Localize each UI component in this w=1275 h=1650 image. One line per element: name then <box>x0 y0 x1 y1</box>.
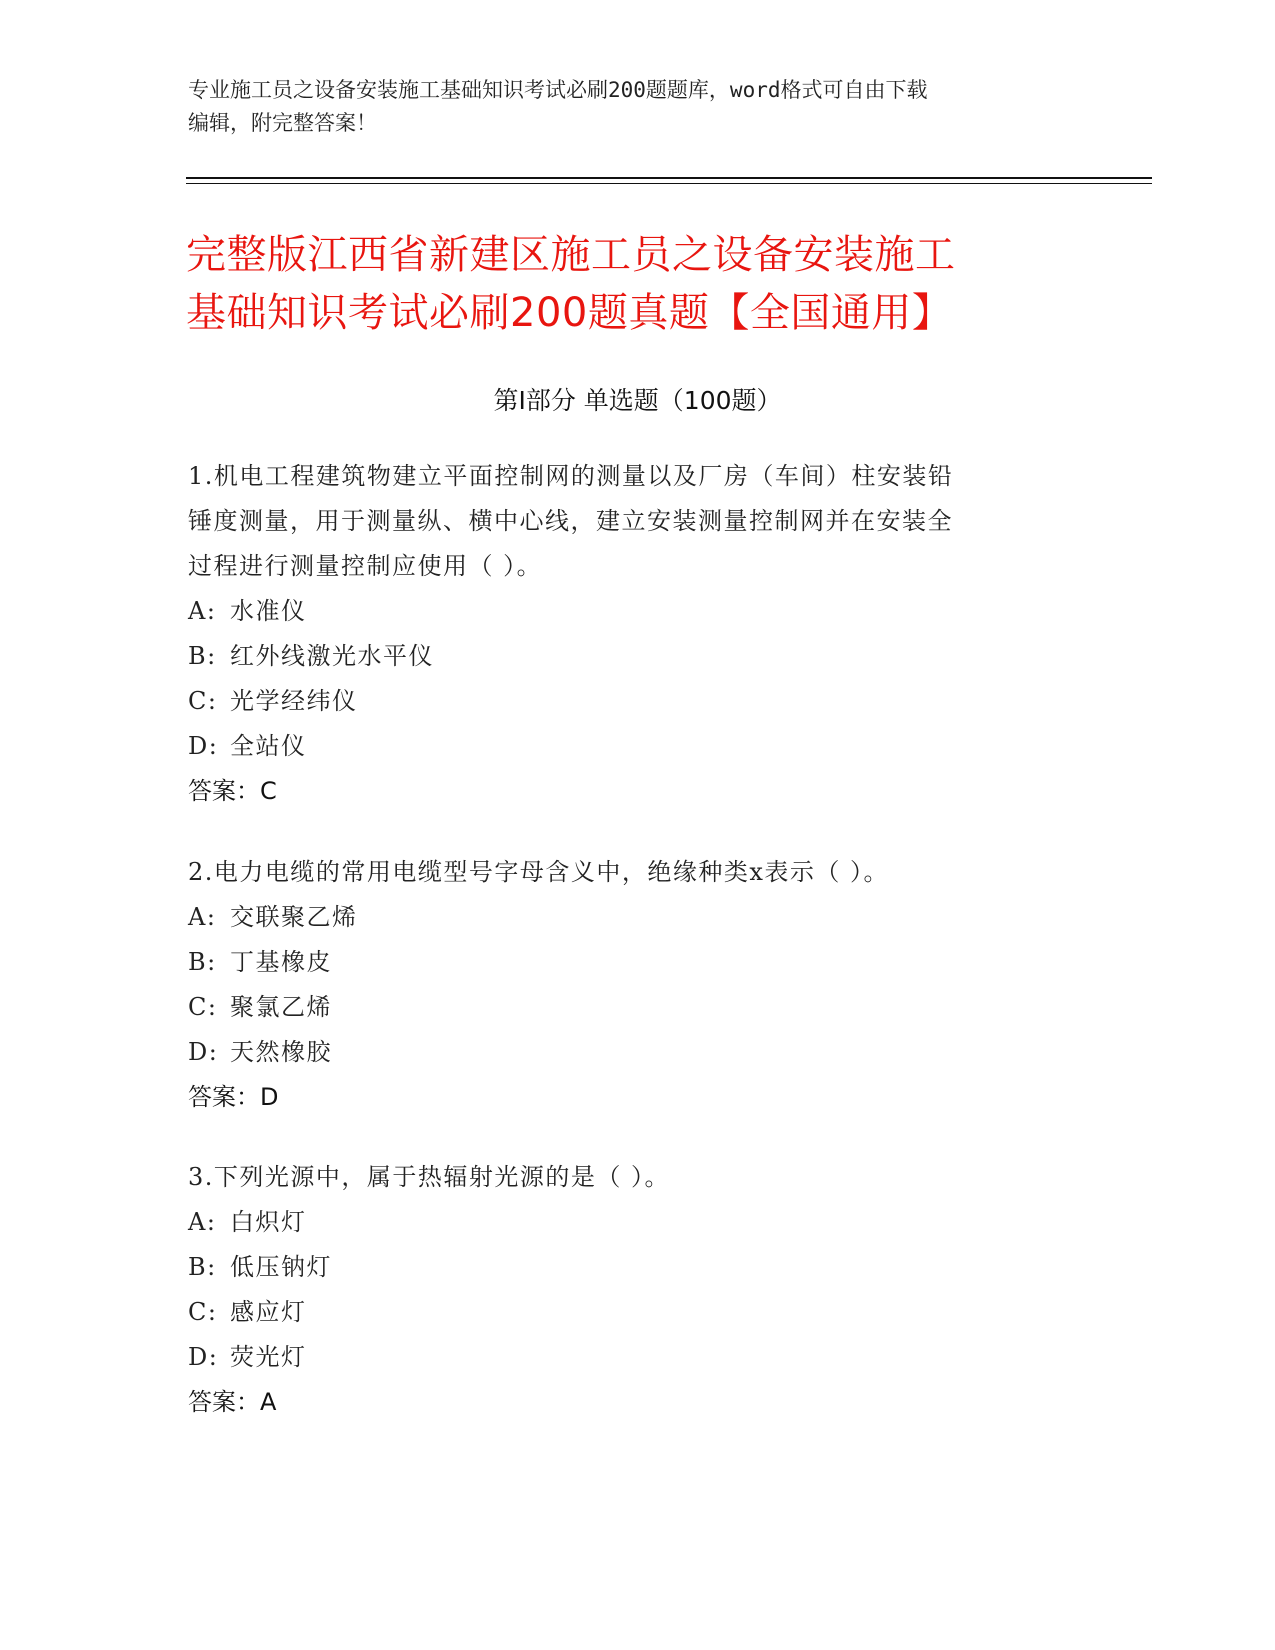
option-key: A: <box>188 1208 217 1236</box>
header-note-line-2: 编辑，附完整答案！ <box>188 111 377 135</box>
header-note-line-1: 专业施工员之设备安装施工基础知识考试必刷200题题库，word格式可自由下载 <box>188 78 928 102</box>
question-stem-line: 1.机电工程建筑物建立平面控制网的测量以及厂房（车间）柱安装铅 <box>188 462 954 490</box>
question-stem-line: 3.下列光源中，属于热辐射光源的是（ ）。 <box>188 1163 671 1191</box>
option-b <box>188 634 1068 679</box>
option-key: A: <box>188 597 217 625</box>
header-note <box>188 74 1068 140</box>
option-text: 光学经纬仪 <box>230 687 358 715</box>
option-key: B: <box>188 1253 217 1281</box>
header-rule-thick <box>186 177 1152 179</box>
option-c <box>188 985 1068 1030</box>
section-heading: 第Ⅰ部分 单选题（100题） <box>493 386 782 415</box>
answer-line: 答案：D <box>188 1083 279 1111</box>
option-text: 全站仪 <box>230 732 307 760</box>
option-d <box>188 1335 1068 1380</box>
option-text: 聚氯乙烯 <box>230 993 332 1021</box>
option-text: 水准仪 <box>230 597 307 625</box>
question-stem-line: 过程进行测量控制应使用（ ）。 <box>188 552 543 580</box>
option-text: 交联聚乙烯 <box>230 903 358 931</box>
question-stem-line: 锤度测量，用于测量纵、横中心线，建立安装测量控制网并在安装全 <box>188 507 953 535</box>
option-key: C: <box>188 993 218 1021</box>
document-title <box>186 226 1086 342</box>
option-key: B: <box>188 948 217 976</box>
option-key: D: <box>188 1343 219 1371</box>
option-text: 感应灯 <box>230 1298 307 1326</box>
option-a <box>188 1200 1068 1245</box>
option-key: C: <box>188 687 218 715</box>
question-1 <box>188 454 1068 814</box>
option-c <box>188 679 1068 724</box>
option-d <box>188 724 1068 769</box>
option-a <box>188 895 1068 940</box>
option-text: 低压钠灯 <box>230 1253 332 1281</box>
option-key: A: <box>188 903 217 931</box>
option-text: 荧光灯 <box>230 1343 307 1371</box>
option-key: D: <box>188 1038 219 1066</box>
option-key: D: <box>188 732 219 760</box>
option-text: 红外线激光水平仪 <box>230 642 434 670</box>
option-text: 白炽灯 <box>230 1208 307 1236</box>
document-title-line-2: 基础知识考试必刷200题真题【全国通用】 <box>186 290 953 336</box>
document-title-line-1: 完整版江西省新建区施工员之设备安装施工 <box>186 232 956 278</box>
option-a <box>188 589 1068 634</box>
option-text: 丁基橡皮 <box>230 948 332 976</box>
option-key: B: <box>188 642 217 670</box>
header-rule-thin <box>186 183 1152 184</box>
question-2 <box>188 850 1068 1120</box>
question-3 <box>188 1155 1068 1425</box>
answer-line: 答案：C <box>188 777 277 805</box>
option-b <box>188 1245 1068 1290</box>
question-stem-line: 2.电力电缆的常用电缆型号字母含义中，绝缘种类x表示（ ）。 <box>188 858 890 886</box>
option-b <box>188 940 1068 985</box>
option-d <box>188 1030 1068 1075</box>
answer-line: 答案：A <box>188 1388 277 1416</box>
option-c <box>188 1290 1068 1335</box>
option-text: 天然橡胶 <box>230 1038 332 1066</box>
option-key: C: <box>188 1298 218 1326</box>
